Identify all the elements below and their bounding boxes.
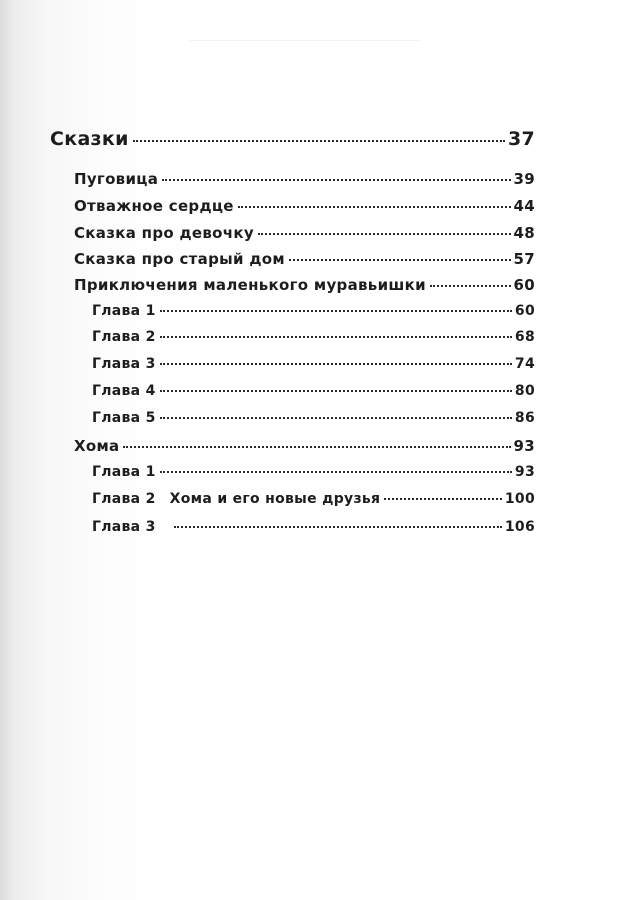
toc-entry-page: 93 <box>513 437 535 455</box>
toc-entry-otvazhnoe-serdce <box>74 197 535 215</box>
dot-leader <box>174 526 502 528</box>
dot-leader <box>160 471 512 473</box>
dot-leader <box>384 498 502 500</box>
dot-leader <box>160 417 512 419</box>
dot-leader <box>162 179 510 181</box>
toc-entry-page: 48 <box>513 224 535 242</box>
dot-leader <box>160 363 512 365</box>
toc-entry-title: Сказки <box>50 128 129 150</box>
toc-entry-skazka-pro-staryj-dom <box>74 250 535 268</box>
toc-entry-title: Сказка про девочку <box>74 224 254 242</box>
toc-entry-page: 68 <box>514 329 535 345</box>
toc-entry-title: Глава 4 <box>92 383 156 399</box>
toc-entry-title: Глава 1 <box>92 464 156 480</box>
toc-entry-title: Сказка про старый дом <box>74 250 285 268</box>
dot-leader <box>160 310 512 312</box>
toc-entry-chapter <box>92 519 535 535</box>
toc-entry-page: 57 <box>513 250 535 268</box>
toc-entry-homa <box>74 437 535 455</box>
toc-entry-title: Глава 1 <box>92 303 156 319</box>
toc-entry-title: Глава 3 <box>92 356 156 372</box>
toc-entry-pugovica <box>74 170 535 188</box>
toc-entry-subtitle: Хома и его новые друзья <box>169 491 381 507</box>
dot-leader <box>160 336 512 338</box>
toc-entry-page: 74 <box>514 356 535 372</box>
toc-entry-title: Отважное сердце <box>74 197 234 215</box>
bleed-through-mark <box>190 40 420 47</box>
toc-entry-title: Глава 2 <box>92 329 156 345</box>
toc-entry-page: 86 <box>514 410 535 426</box>
toc-entry-title: Хома <box>74 437 120 455</box>
toc-entry-page: 106 <box>504 519 535 535</box>
toc-entry-title: Приключения маленького муравьишки <box>74 276 426 294</box>
toc-entry-page: 93 <box>514 464 535 480</box>
toc-entry-title: Глава 3 <box>92 519 156 535</box>
toc-entry-section-skazki <box>50 128 535 150</box>
dot-leader <box>133 140 505 142</box>
toc-entry-page: 60 <box>514 303 535 319</box>
toc-entry-page: 44 <box>513 197 535 215</box>
toc-entry-chapter <box>92 410 535 426</box>
dot-leader <box>160 390 512 392</box>
toc-entry-title: Глава 2 <box>92 491 156 507</box>
toc-entry-page: 39 <box>513 170 535 188</box>
toc-entry-chapter <box>92 491 535 507</box>
dot-leader <box>258 233 511 235</box>
toc-entry-skazka-pro-devochku <box>74 224 535 242</box>
dot-leader <box>238 206 511 208</box>
toc-entry-chapter <box>92 303 535 319</box>
toc-entry-page: 80 <box>514 383 535 399</box>
toc-entry-priklyucheniya-muravyishki <box>74 276 535 294</box>
dot-leader <box>123 446 510 448</box>
toc-entry-chapter <box>92 464 535 480</box>
dot-leader <box>289 259 511 261</box>
toc-entry-page: 60 <box>513 276 535 294</box>
toc-entry-page: 100 <box>504 491 535 507</box>
toc-entry-chapter <box>92 383 535 399</box>
toc-entry-page: 37 <box>507 128 535 150</box>
toc-entry-title: Пуговица <box>74 170 159 188</box>
toc-entry-chapter <box>92 356 535 372</box>
toc-entry-chapter <box>92 329 535 345</box>
dot-leader <box>430 285 511 287</box>
toc-entry-title: Глава 5 <box>92 410 156 426</box>
